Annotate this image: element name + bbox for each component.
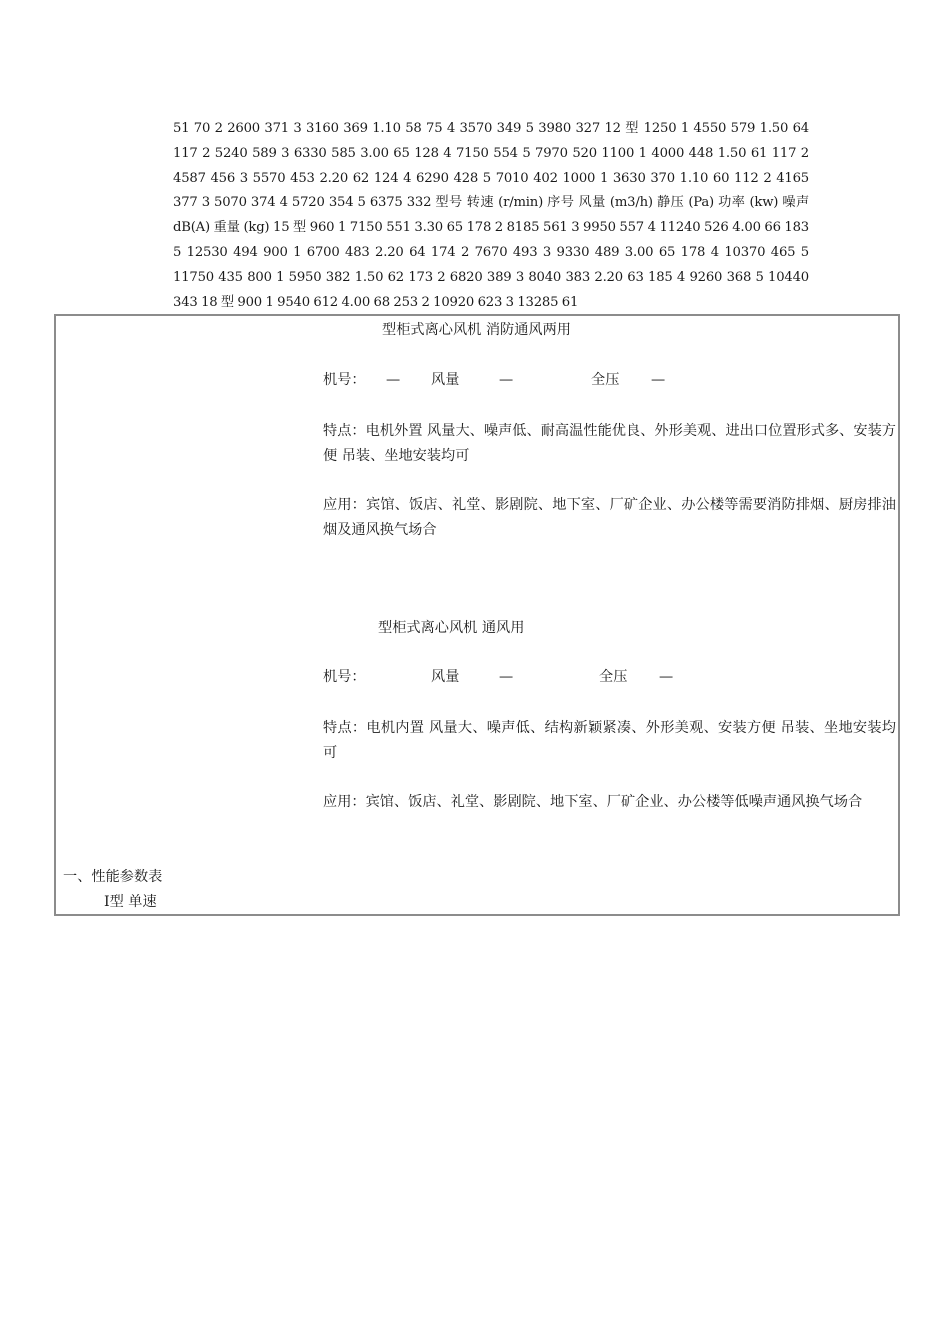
- performance-table-heading: 一、性能参数表: [63, 869, 163, 885]
- section1-applications: 应用：宾馆、饭店、礼堂、影剧院、地下室、厂矿企业、办公楼等需要消防排烟、厨房排油烟及通风换气场合: [323, 497, 896, 538]
- section2-title: 型柜式离心风机 通风用: [378, 620, 525, 636]
- section1-quanya-label: 全压: [591, 372, 620, 388]
- type-label: Ⅰ型 单速: [104, 894, 157, 910]
- section1-quanya-dash: —: [651, 372, 666, 388]
- section1-fengliang-label: 风量: [431, 372, 460, 388]
- spec-data-paragraph: 51 70 2 2600 371 3 3160 369 1.10 58 75 4 3570 349 5 3980 327 12 型 1250 1 4550 579 1.50 64 117 2 5240 589 3 6330 585 3.00 65 128 4 7150 554 5 7970 520 1100 1 4000 448 1.50 61 117 2 4587 456 3 5570 453 2.20 62 124 4 6290 428 5 7010 402 1000 1 3630 370 1.10 60 112 2 4165 377 3 5070 374 4 5720 354 5 6375 332 型号 转速 (r/min) 序号 风量 (m3/h) 静压 (Pa) 功率 (kw) 噪声 dB(A) 重量 (kg) 15 型 960 1 7150 551 3.30 65 178 2 8185 561 3 9950 557 4 11240 526 4.00 66 183 5 12530 494 900 1 6700 483 2.20 64 174 2 7670 493 3 9330 489 3.00 65 178 4 10370 465 5 11750 435 800 1 5950 382 1.50 62 173 2 6820 389 3 8040 383 2.20 63 185 4 9260 368 5 10440 343 18 型 900 1 9540 612 4.00 68 253 2 10920 623 3 13285 61: [173, 121, 809, 310]
- section2-jihao-label: 机号：: [323, 669, 366, 685]
- section1-features: 特点：电机外置 风量大、噪声低、耐高温性能优良、外形美观、进出口位置形式多、安装方便 吊装、坐地安装均可: [323, 423, 896, 464]
- section2-features: 特点：电机内置 风量大、噪声低、结构新颖紧凑、外形美观、安装方便 吊装、坐地安装均可: [323, 720, 896, 761]
- section1-title: 型柜式离心风机 消防通风两用: [382, 322, 571, 338]
- product-info-frame: [54, 314, 900, 916]
- section2-quanya-label: 全压: [599, 669, 628, 685]
- section2-applications: 应用：宾馆、饭店、礼堂、影剧院、地下室、厂矿企业、办公楼等低噪声通风换气场合: [323, 794, 863, 810]
- section1-fengliang-dash: —: [499, 372, 514, 388]
- section1-jihao-dash: —: [386, 372, 401, 388]
- section2-fengliang-dash: —: [499, 669, 514, 685]
- section1-jihao-label: 机号：: [323, 372, 366, 388]
- section2-quanya-dash: —: [659, 669, 674, 685]
- section2-fengliang-label: 风量: [431, 669, 460, 685]
